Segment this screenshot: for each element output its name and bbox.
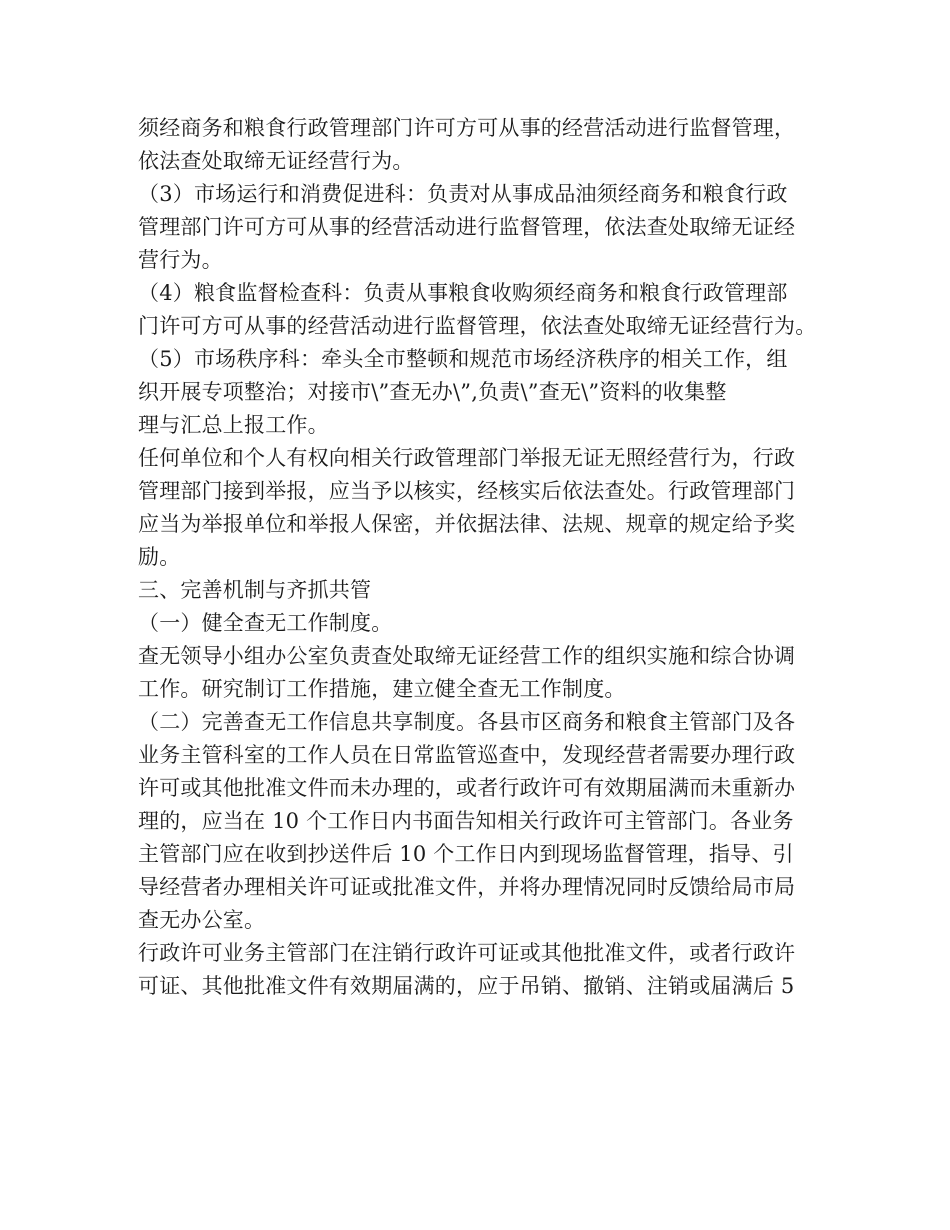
text-line: 须经商务和粮食行政管理部门许可方可从事的经营活动进行监督管理， — [138, 116, 796, 140]
text-line: 任何单位和个人有权向相关行政管理部门举报无证无照经营行为，行政 — [138, 446, 796, 470]
text-line: 应当为举报单位和举报人保密，并依据法律、法规、规章的规定给予奖 — [138, 512, 796, 536]
text-line: 门许可方可从事的经营活动进行监督管理，依法查处取缔无证经营行为。 — [138, 314, 817, 338]
text-line: 励。 — [138, 545, 181, 569]
text-line: 许可或其他批准文件而未办理的，或者行政许可有效期届满而未重新办 — [138, 776, 796, 800]
text-line: 可证、其他批准文件有效期届满的，应于吊销、撤销、注销或届满后 5 — [138, 974, 795, 998]
text-line: 管理部门接到举报，应当予以核实，经核实后依法查处。行政管理部门 — [138, 479, 796, 503]
text-line: 导经营者办理相关许可证或批准文件，并将办理情况同时反馈给局市局 — [138, 875, 796, 899]
text-line: 依法查处取缔无证经营行为。 — [138, 149, 414, 173]
text-line: 理与汇总上报工作。 — [138, 413, 329, 437]
text-line: 工作。研究制订工作措施，建立健全查无工作制度。 — [138, 677, 626, 701]
text-line: 业务主管科室的工作人员在日常监管巡查中，发现经营者需要办理行政 — [138, 743, 796, 767]
text-line: 理的，应当在 10 个工作日内书面告知相关行政许可主管部门。各业务 — [138, 809, 794, 833]
text-line: 营行为。 — [138, 248, 223, 272]
text-line: （二）完善查无工作信息共享制度。各县市区商务和粮食主管部门及各 — [138, 710, 796, 734]
text-line: （3）市场运行和消费促进科：负责对从事成品油须经商务和粮食行政 — [138, 182, 788, 206]
text-line: 主管部门应在收到抄送件后 10 个工作日内到现场监督管理，指导、引 — [138, 842, 794, 866]
text-line: （4）粮食监督检查科：负责从事粮食收购须经商务和粮食行政管理部 — [138, 281, 788, 305]
text-line: （5）市场秩序科：牵头全市整顿和规范市场经济秩序的相关工作，组 — [138, 347, 788, 371]
text-line: 查无办公室。 — [138, 908, 266, 932]
text-line: 织开展专项整治；对接市\”查无办\”,负责\”查无\”资料的收集整 — [138, 380, 727, 404]
document-body — [138, 112, 828, 1003]
text-line: 查无领导小组办公室负责查处取缔无证经营工作的组织实施和综合协调 — [138, 644, 796, 668]
text-line: 管理部门许可方可从事的经营活动进行监督管理，依法查处取缔无证经 — [138, 215, 796, 239]
section-heading: 三、完善机制与齐抓共管 — [138, 578, 372, 602]
subsection-heading: （一）健全查无工作制度。 — [138, 611, 393, 635]
text-line: 行政许可业务主管部门在注销行政许可证或其他批准文件，或者行政许 — [138, 941, 796, 965]
